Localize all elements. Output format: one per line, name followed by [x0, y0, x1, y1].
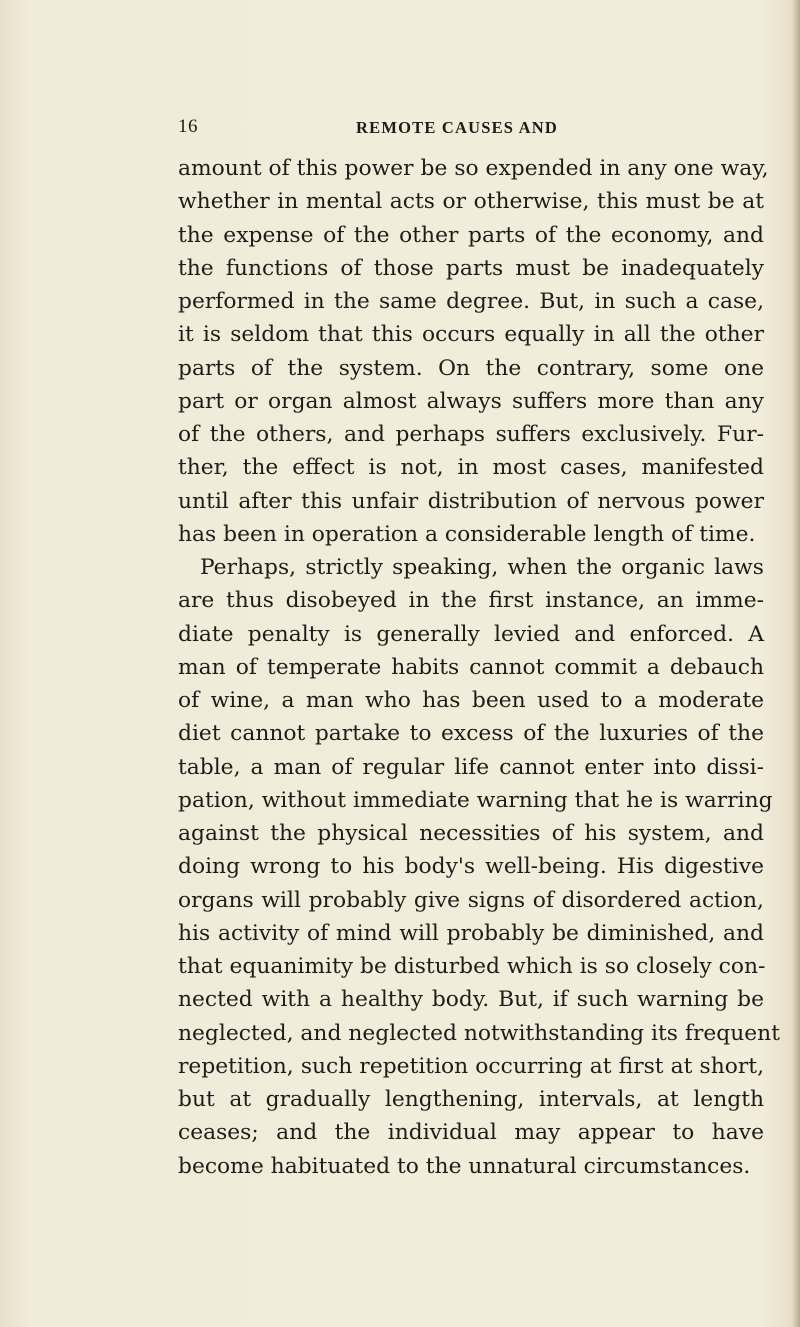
text-line: organs will probably give signs of disordered action, [178, 887, 764, 913]
running-head [178, 116, 763, 142]
text-line: until after this unfair distribution of nervous power [178, 488, 764, 514]
text-line: it is seldom that this occurs equally in all the other [178, 322, 764, 348]
text-line: become habituated to the unnatural circumstances. [178, 1153, 751, 1179]
text-line: but at gradually lengthening, intervals, at length [178, 1087, 764, 1112]
text-line: whether in mental acts or otherwise, this must be at [178, 189, 764, 215]
text-line: against the physical necessities of his system, and [178, 821, 764, 846]
text-line: are thus disobeyed in the first instance, an imme- [178, 588, 764, 614]
text-line: nected with a healthy body. But, if such warning be [178, 987, 764, 1013]
text-line: repetition, such repetition occurring at first at short, [178, 1053, 764, 1079]
text-line: table, a man of regular life cannot enter into dissi- [178, 754, 764, 780]
text-line: of the others, and perhaps suffers exclusively. Fur- [178, 422, 764, 447]
text-line: has been in operation a considerable length of time. [178, 521, 756, 547]
text-line: his activity of mind will probably be diminished, and [178, 920, 764, 946]
text-line: performed in the same degree. But, in such a case, [178, 289, 764, 314]
text-line: pation, without immediate warning that he is warring [178, 787, 773, 813]
body-text [178, 152, 780, 1183]
running-head-title: REMOTE CAUSES AND [356, 118, 558, 137]
text-line: amount of this power be so expended in any one way, [178, 156, 769, 181]
page-edge-shadow [792, 0, 800, 1327]
text-line: Perhaps, strictly speaking, when the organic laws [200, 555, 764, 580]
text-line: of wine, a man who has been used to a moderate [178, 688, 764, 713]
text-line: part or organ almost always suffers more than any [178, 388, 764, 414]
text-line: the functions of those parts must be inadequately [178, 255, 764, 281]
text-line: ceases; and the individual may appear to have [178, 1120, 764, 1146]
text-line: man of temperate habits cannot commit a debauch [178, 654, 764, 680]
text-line: that equanimity be disturbed which is so closely con- [178, 954, 766, 979]
text-line: diate penalty is generally levied and enforced. A [178, 621, 764, 647]
text-line: the expense of the other parts of the economy, and [178, 222, 764, 248]
text-line: diet cannot partake to excess of the luxuries of the [178, 721, 764, 747]
page-number: 16 [178, 116, 198, 137]
text-line: parts of the system. On the contrary, some one [178, 355, 764, 381]
text-line: doing wrong to his body's well-being. His digestive [178, 854, 764, 880]
text-line: neglected, and neglected notwithstanding its frequent [178, 1020, 780, 1046]
text-line: ther, the effect is not, in most cases, manifested [178, 455, 764, 481]
